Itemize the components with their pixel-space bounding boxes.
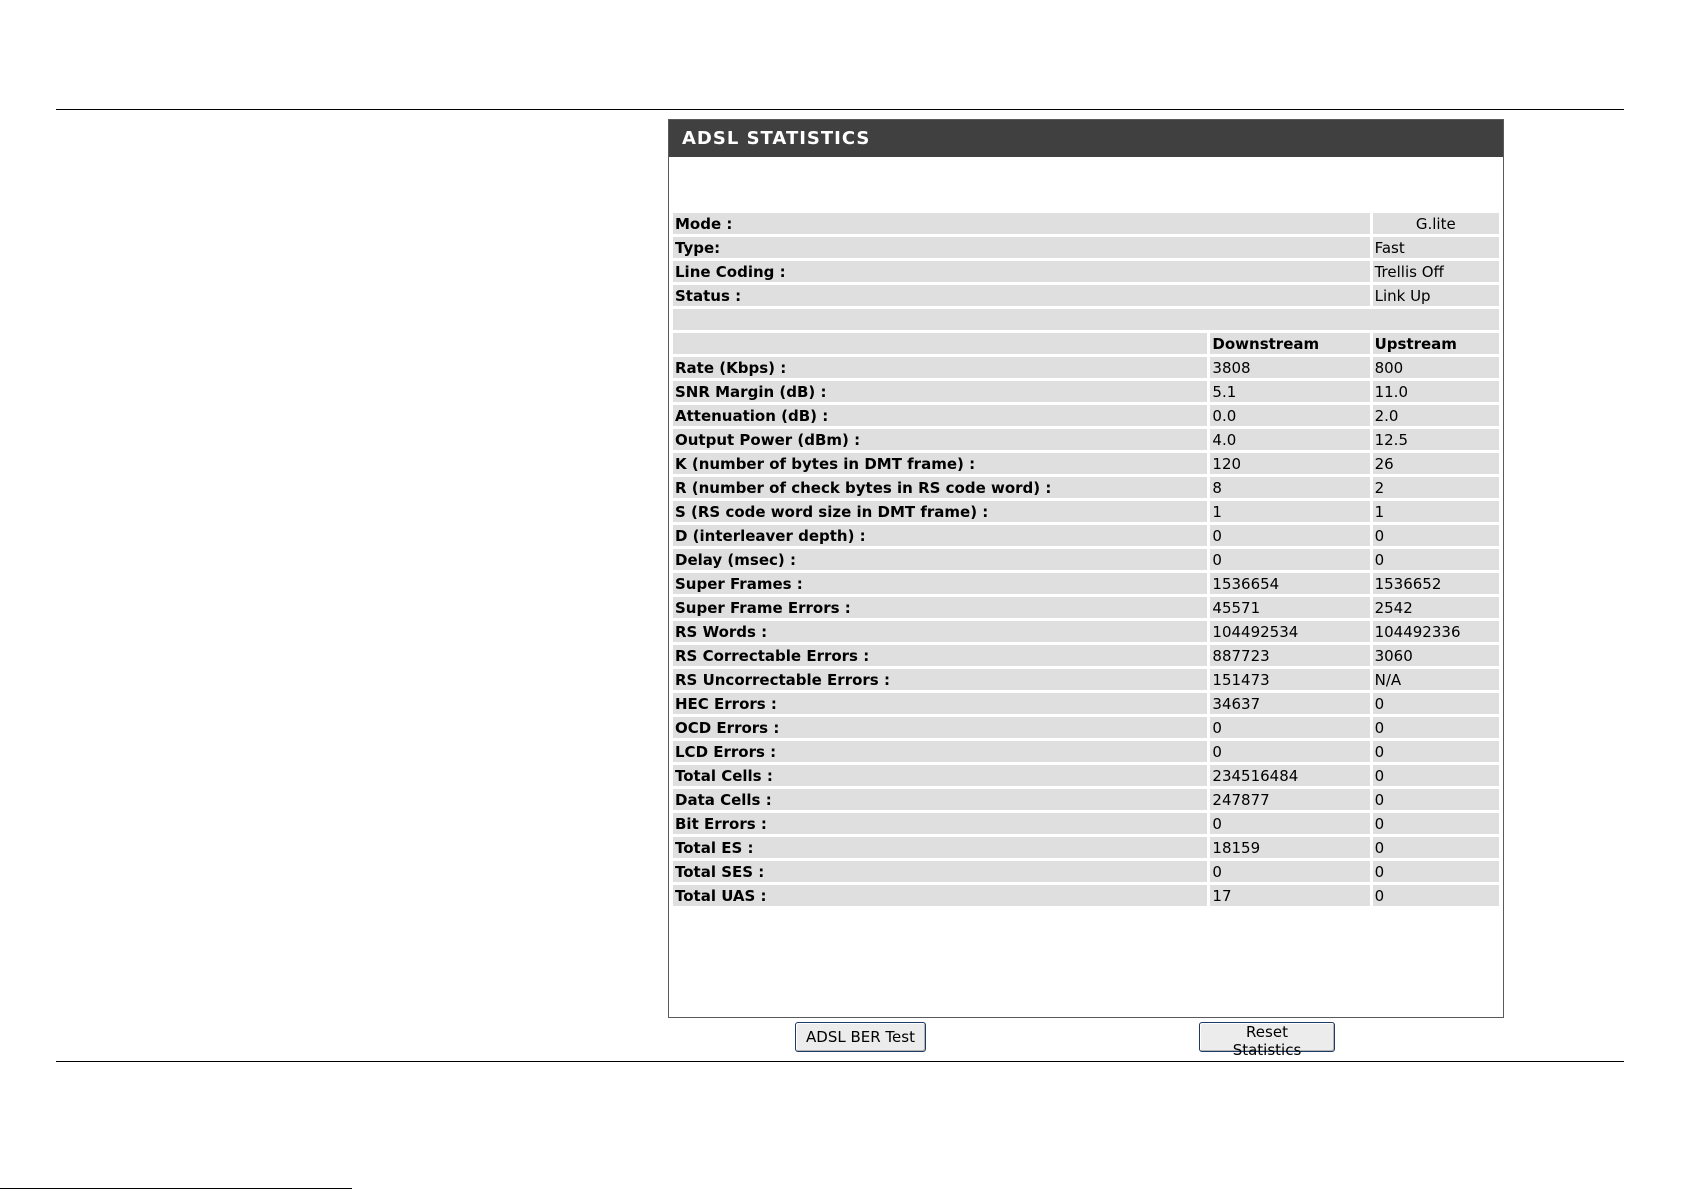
table-row [673, 405, 1499, 426]
table-row [673, 717, 1499, 738]
upstream-value: 0 [1373, 525, 1499, 546]
downstream-header: Downstream [1210, 333, 1369, 354]
downstream-value: 0.0 [1210, 405, 1369, 426]
row-label: Status : [673, 285, 1370, 306]
row-label: RS Words : [673, 621, 1207, 642]
table-row [673, 885, 1499, 906]
blank-row [673, 309, 1499, 330]
row-label: Mode : [673, 213, 1370, 234]
panel-spacer [669, 157, 1503, 210]
table-row [673, 213, 1499, 234]
upstream-value: 800 [1373, 357, 1499, 378]
row-label: Attenuation (dB) : [673, 405, 1207, 426]
upstream-value: 2.0 [1373, 405, 1499, 426]
reset-statistics-button[interactable]: Reset Statistics [1199, 1022, 1335, 1052]
downstream-value: 0 [1210, 741, 1369, 762]
row-label: Total Cells : [673, 765, 1207, 786]
upstream-value: 11.0 [1373, 381, 1499, 402]
row-value: Trellis Off [1373, 261, 1499, 282]
statistics-table [670, 210, 1502, 909]
downstream-value: 0 [1210, 813, 1369, 834]
adsl-ber-test-button[interactable]: ADSL BER Test [795, 1022, 926, 1052]
downstream-value: 104492534 [1210, 621, 1369, 642]
row-label: Data Cells : [673, 789, 1207, 810]
row-label: R (number of check bytes in RS code word) : [673, 477, 1207, 498]
table-row [673, 237, 1499, 258]
downstream-value: 17 [1210, 885, 1369, 906]
table-row [673, 261, 1499, 282]
row-label: Super Frames : [673, 573, 1207, 594]
row-label: D (interleaver depth) : [673, 525, 1207, 546]
downstream-value: 45571 [1210, 597, 1369, 618]
upstream-value: 26 [1373, 453, 1499, 474]
upstream-value: 0 [1373, 885, 1499, 906]
row-label: Line Coding : [673, 261, 1370, 282]
downstream-value: 234516484 [1210, 765, 1369, 786]
row-label: LCD Errors : [673, 741, 1207, 762]
adsl-statistics-panel [668, 119, 1504, 1018]
table-row [673, 597, 1499, 618]
row-label: SNR Margin (dB) : [673, 381, 1207, 402]
table-row [673, 573, 1499, 594]
downstream-value: 887723 [1210, 645, 1369, 666]
downstream-value: 3808 [1210, 357, 1369, 378]
row-label: K (number of bytes in DMT frame) : [673, 453, 1207, 474]
upstream-value: 0 [1373, 765, 1499, 786]
row-label: Type: [673, 237, 1370, 258]
upstream-value: 2 [1373, 477, 1499, 498]
upstream-header: Upstream [1373, 333, 1499, 354]
row-label: RS Uncorrectable Errors : [673, 669, 1207, 690]
table-row [673, 861, 1499, 882]
table-row [673, 501, 1499, 522]
row-label: OCD Errors : [673, 717, 1207, 738]
row-label: Delay (msec) : [673, 549, 1207, 570]
table-row [673, 645, 1499, 666]
footer-rule [0, 1188, 352, 1189]
table-row [673, 477, 1499, 498]
table-row [673, 813, 1499, 834]
downstream-value: 120 [1210, 453, 1369, 474]
downstream-value: 0 [1210, 717, 1369, 738]
row-label: Bit Errors : [673, 813, 1207, 834]
downstream-value: 8 [1210, 477, 1369, 498]
upstream-value: 0 [1373, 549, 1499, 570]
downstream-value: 18159 [1210, 837, 1369, 858]
table-row [673, 741, 1499, 762]
table-row [673, 429, 1499, 450]
row-label: Super Frame Errors : [673, 597, 1207, 618]
row-value: Fast [1373, 237, 1499, 258]
table-row [673, 693, 1499, 714]
upstream-value: 0 [1373, 813, 1499, 834]
downstream-value: 0 [1210, 549, 1369, 570]
upstream-value: 1 [1373, 501, 1499, 522]
table-row [673, 621, 1499, 642]
row-label: Output Power (dBm) : [673, 429, 1207, 450]
header-empty-cell [673, 333, 1207, 354]
downstream-value: 0 [1210, 525, 1369, 546]
table-row [673, 669, 1499, 690]
upstream-value: 0 [1373, 717, 1499, 738]
upstream-value: N/A [1373, 669, 1499, 690]
panel-title: ADSL STATISTICS [669, 120, 1503, 157]
top-divider [56, 109, 1624, 110]
row-label: Rate (Kbps) : [673, 357, 1207, 378]
upstream-value: 0 [1373, 837, 1499, 858]
table-row [673, 549, 1499, 570]
table-row [673, 381, 1499, 402]
stat-rows [673, 357, 1499, 906]
upstream-value: 0 [1373, 861, 1499, 882]
row-value: G.lite [1373, 213, 1499, 234]
table-row [673, 789, 1499, 810]
bottom-divider [56, 1061, 1624, 1062]
downstream-value: 1 [1210, 501, 1369, 522]
downstream-value: 0 [1210, 861, 1369, 882]
table-row [673, 525, 1499, 546]
table-row [673, 453, 1499, 474]
upstream-value: 104492336 [1373, 621, 1499, 642]
row-label: Total SES : [673, 861, 1207, 882]
upstream-value: 0 [1373, 789, 1499, 810]
upstream-value: 0 [1373, 693, 1499, 714]
downstream-value: 5.1 [1210, 381, 1369, 402]
upstream-value: 3060 [1373, 645, 1499, 666]
downstream-value: 34637 [1210, 693, 1369, 714]
table-row [673, 765, 1499, 786]
table-row [673, 285, 1499, 306]
upstream-value: 12.5 [1373, 429, 1499, 450]
downstream-value: 151473 [1210, 669, 1369, 690]
table-row [673, 837, 1499, 858]
header-row [673, 333, 1499, 354]
row-value: Link Up [1373, 285, 1499, 306]
row-label: Total ES : [673, 837, 1207, 858]
blank-cell [673, 309, 1499, 330]
downstream-value: 247877 [1210, 789, 1369, 810]
row-label: RS Correctable Errors : [673, 645, 1207, 666]
table-row [673, 357, 1499, 378]
row-label: HEC Errors : [673, 693, 1207, 714]
downstream-value: 1536654 [1210, 573, 1369, 594]
downstream-value: 4.0 [1210, 429, 1369, 450]
upstream-value: 1536652 [1373, 573, 1499, 594]
row-label: S (RS code word size in DMT frame) : [673, 501, 1207, 522]
upstream-value: 0 [1373, 741, 1499, 762]
upstream-value: 2542 [1373, 597, 1499, 618]
row-label: Total UAS : [673, 885, 1207, 906]
